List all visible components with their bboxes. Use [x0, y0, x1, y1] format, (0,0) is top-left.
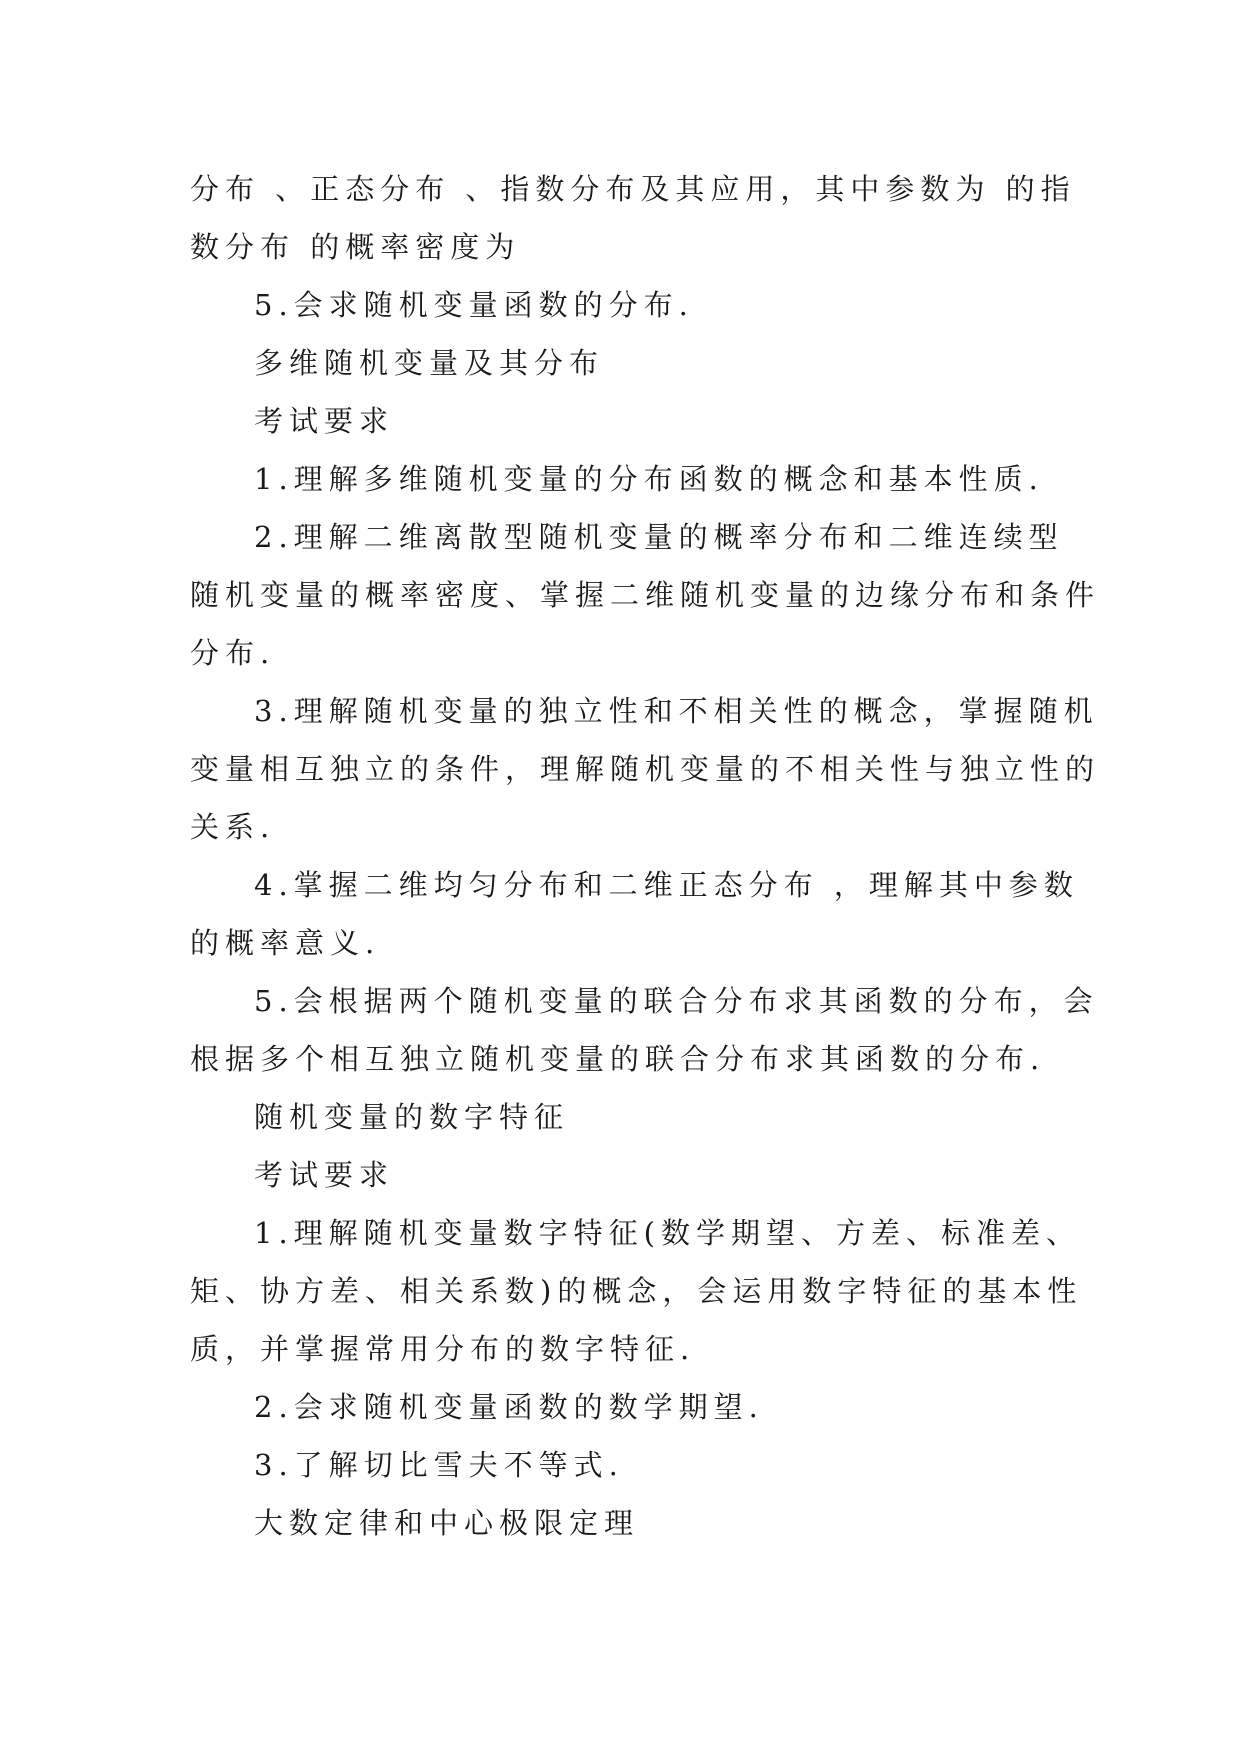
- subsection-heading: 考试要求: [254, 404, 395, 438]
- text-line: 3.理解随机变量的独立性和不相关性的概念，掌握随机: [254, 694, 1099, 728]
- section-heading: 随机变量的数字特征: [254, 1100, 570, 1134]
- text-line: 分布.: [190, 636, 276, 670]
- text-line: 2.理解二维离散型随机变量的概率分布和二维连续型: [254, 520, 1064, 554]
- text-line: 4.掌握二维均匀分布和二维正态分布 ，理解其中参数: [254, 868, 1079, 902]
- text-line: 变量相互独立的条件，理解随机变量的不相关性与独立性的: [190, 752, 1101, 786]
- text-line: 2.会求随机变量函数的数学期望.: [254, 1390, 764, 1424]
- text-line: 随机变量的概率密度、掌握二维随机变量的边缘分布和条件: [190, 578, 1101, 612]
- text-line: 1.理解随机变量数字特征(数学期望、方差、标准差、: [254, 1216, 1081, 1250]
- text-line: 矩、协方差、相关系数)的概念，会运用数字特征的基本性: [190, 1274, 1083, 1308]
- text-line: 关系.: [190, 810, 276, 844]
- text-line: 5.会根据两个随机变量的联合分布求其函数的分布，会: [254, 984, 1099, 1018]
- text-line: 5.会求随机变量函数的分布.: [254, 288, 694, 322]
- text-line: 分布 、正态分布 、指数分布及其应用，其中参数为 的指: [190, 172, 1076, 206]
- section-heading: 多维随机变量及其分布: [254, 346, 605, 380]
- text-line: 数分布 的概率密度为: [190, 230, 521, 264]
- document-body: [190, 160, 1101, 1552]
- subsection-heading: 考试要求: [254, 1158, 395, 1192]
- text-line: 质，并掌握常用分布的数字特征.: [190, 1332, 696, 1366]
- text-line: 的概率意义.: [190, 926, 381, 960]
- text-line: 3.了解切比雪夫不等式.: [254, 1448, 624, 1482]
- text-line: 1.理解多维随机变量的分布函数的概念和基本性质.: [254, 462, 1044, 496]
- section-heading: 大数定律和中心极限定理: [254, 1506, 640, 1540]
- text-line: 根据多个相互独立随机变量的联合分布求其函数的分布.: [190, 1042, 1046, 1076]
